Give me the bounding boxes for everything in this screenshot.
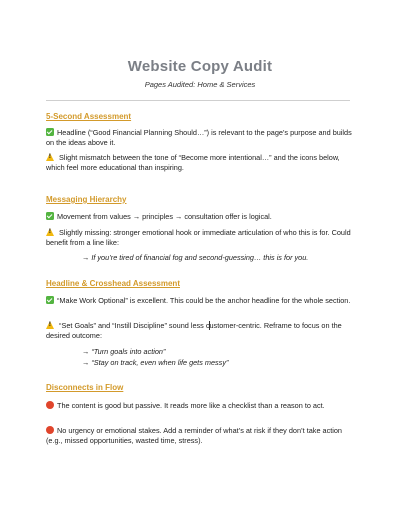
document-title: Website Copy Audit (127, 58, 273, 75)
item-text: Movement from values → principles → consultation offer is logical. (57, 212, 272, 221)
list-item (46, 128, 356, 148)
section-heading-disconnects-in-flow: Disconnects in Flow (46, 383, 124, 392)
section-heading-messaging-hierarchy: Messaging Hierarchy (46, 195, 127, 204)
item-text: Headline (“Good Financial Planning Should…”) is relevant to the page’s purpose and builds on the ideas above it. (46, 128, 352, 148)
item-text: No urgency or emotional stakes. Add a reminder of what’s at risk if they don’t take action (e.g., missed opportunities, wasted time, stress). (46, 426, 342, 446)
warning-icon (46, 228, 54, 236)
example-quote: → “Stay on track, even when life gets messy” (82, 358, 229, 367)
list-item (46, 228, 356, 248)
red-circle-icon (46, 401, 54, 409)
list-item (46, 401, 356, 411)
item-text: Slight mismatch between the tone of “Become more intentional…” and the icons below, which feel more educational than inspiring. (46, 153, 340, 173)
title-divider (46, 100, 350, 101)
warning-icon (46, 321, 54, 329)
item-text: Slightly missing: stronger emotional hook or immediate articulation of who this is for. Could benefit from a line like: (46, 228, 351, 248)
list-item (46, 153, 356, 173)
example-quote: → “Turn goals into action” (82, 347, 166, 356)
example-quote: → If you’re tired of financial fog and second-guessing… this is for you. (82, 253, 309, 262)
list-item (46, 321, 356, 341)
check-mark-icon (46, 212, 54, 220)
list-item (46, 296, 356, 306)
check-mark-icon (46, 128, 54, 136)
item-text: “Make Work Optional” is excellent. This could be the anchor headline for the whole section. (57, 296, 351, 305)
red-circle-icon (46, 426, 54, 434)
section-heading-headline-crosshead-assessment: Headline & Crosshead Assessment (46, 279, 180, 288)
document-subtitle: Pages Audited: Home & Services (144, 80, 256, 89)
list-item (46, 212, 356, 222)
item-text-after-cursor: ustomer-centric. Reframe to focus on the desired outcome: (46, 321, 342, 341)
item-text-before-cursor: “Set Goals” and “Instill Discipline” sound less c (59, 321, 210, 330)
item-text: The content is good but passive. It reads more like a checklist than a reason to act. (57, 401, 325, 410)
section-heading-5-second-assessment: 5-Second Assessment (46, 112, 132, 121)
list-item (46, 426, 356, 446)
warning-icon (46, 153, 54, 161)
check-mark-icon (46, 296, 54, 304)
